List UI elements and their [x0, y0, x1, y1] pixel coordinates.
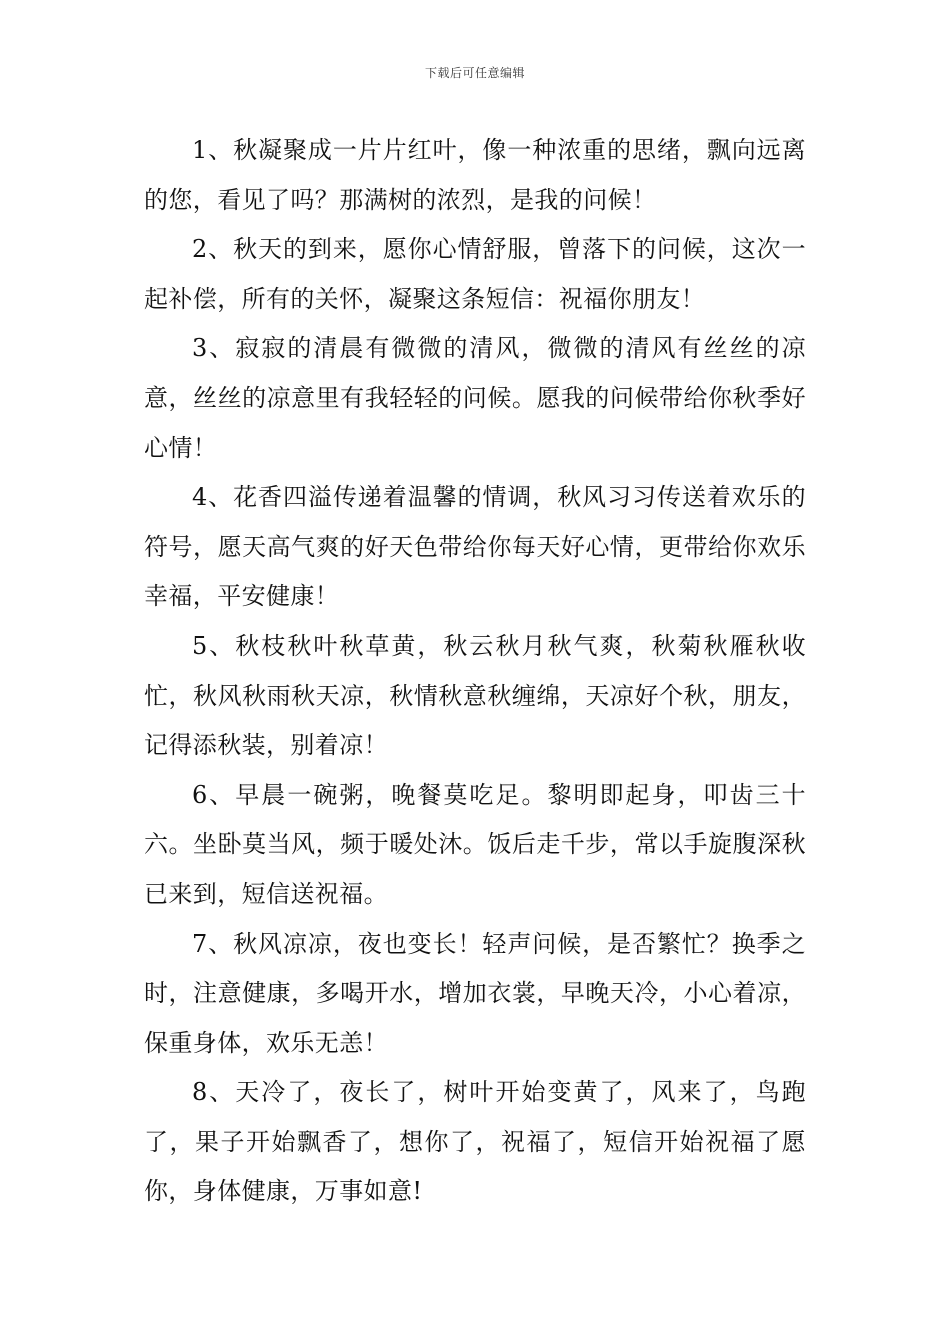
paragraph-5: 5、秋枝秋叶秋草黄，秋云秋月秋气爽，秋菊秋雁秋收忙，秋风秋雨秋天凉，秋情秋意秋缠绵，天凉好个秋，朋友，记得添秋装，别着凉！	[144, 631, 806, 760]
page-header: 下载后可任意编辑	[424, 66, 525, 80]
paragraph-3: 3、寂寂的清晨有微微的清风，微微的清风有丝丝的凉意，丝丝的凉意里有我轻轻的问候。愿我的问候带给你秋季好心情！	[144, 334, 806, 462]
paragraph-8: 8、天冷了，夜长了，树叶开始变黄了，风来了，鸟跑了，果子开始飘香了，想你了，祝福了，短信开始祝福了愿你，身体健康，万事如意!	[144, 1078, 806, 1206]
paragraph-2: 2、秋天的到来，愿你心情舒服，曾落下的问候，这次一起补偿，所有的关怀，凝聚这条短信：祝福你朋友！	[144, 235, 806, 313]
paragraph-7: 7、秋风凉凉，夜也变长！轻声问候，是否繁忙？换季之时，注意健康，多喝开水，增加衣裳，早晚天冷，小心着凉，保重身体，欢乐无恙！	[144, 929, 806, 1057]
paragraph-6: 6、早晨一碗粥，晚餐莫吃足。黎明即起身，叩齿三十六。坐卧莫当风，频于暖处沐。饭后走千步，常以手旋腹深秋已来到，短信送祝福。	[144, 780, 806, 908]
paragraph-1: 1、秋凝聚成一片片红叶，像一种浓重的思绪，飘向远离的您，看见了吗？那满树的浓烈，是我的问候！	[144, 136, 806, 214]
document-body	[144, 126, 806, 1217]
paragraph-4: 4、花香四溢传递着温馨的情调，秋风习习传送着欢乐的符号，愿天高气爽的好天色带给你每天好心情，更带给你欢乐幸福，平安健康！	[144, 483, 806, 611]
